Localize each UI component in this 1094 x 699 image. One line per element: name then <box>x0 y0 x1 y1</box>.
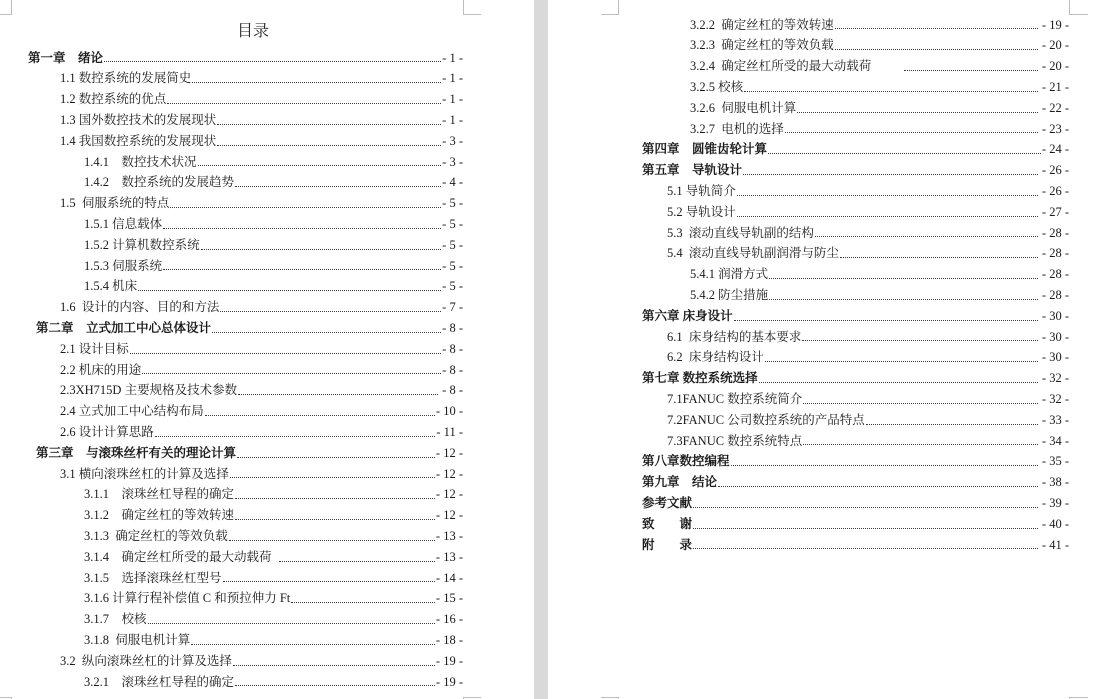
toc-entry-page-number: - 28 - <box>1038 225 1069 240</box>
toc-entry-page-number: - 1 - <box>442 112 463 127</box>
toc-entry[interactable] <box>548 431 1069 452</box>
dot-leader <box>163 269 441 270</box>
margin-corner-mark-top-right <box>1069 0 1088 15</box>
toc-entry-title: 1.3 国外数控技术的发展现状 <box>60 112 217 127</box>
toc-entry-page-number: - 34 - <box>1038 433 1069 448</box>
toc-entry-title: 1.2 数控系统的优点 <box>60 92 167 107</box>
dot-leader <box>279 561 435 562</box>
toc-entry[interactable] <box>0 526 463 547</box>
toc-entry[interactable] <box>0 588 463 609</box>
toc-entry-title: 3.1 横向滚珠丝杠的计算及选择 <box>60 466 229 481</box>
toc-entry-title: 致 谢 <box>642 516 693 531</box>
dot-leader <box>759 382 1038 383</box>
toc-entry-page-number: - 14 - <box>435 570 463 585</box>
toc-entry-title: 第七章 数控系统选择 <box>642 371 758 386</box>
toc-entry[interactable] <box>548 15 1069 36</box>
toc-chapter-entry[interactable] <box>548 535 1069 556</box>
toc-entry-page-number: - 13 - <box>435 549 463 564</box>
toc-entry[interactable] <box>548 327 1069 348</box>
dot-leader <box>768 153 1041 154</box>
dot-leader <box>205 415 435 416</box>
dot-leader <box>237 457 435 458</box>
toc-entry-title: 1.5 伺服系统的特点 <box>60 196 170 211</box>
dot-leader <box>230 477 435 478</box>
toc-chapter-entry[interactable] <box>548 472 1069 493</box>
margin-corner-mark-top-left <box>601 0 619 15</box>
toc-entry-title: 5.2 导轨设计 <box>667 204 736 219</box>
toc-entry[interactable] <box>0 568 463 589</box>
toc-entry-title: 2.3XH715D 主要规格及技术参数 <box>60 383 238 398</box>
toc-chapter-entry[interactable] <box>0 443 463 464</box>
toc-entry-title: 附 录 <box>642 537 693 552</box>
dot-leader <box>785 132 1038 133</box>
toc-entry-page-number: - 1 - <box>442 50 463 65</box>
dot-leader <box>201 249 442 250</box>
toc-entry[interactable] <box>548 243 1069 264</box>
toc-entry-page-number: - 22 - <box>1038 100 1069 115</box>
toc-entry[interactable] <box>548 56 1069 77</box>
toc-entry[interactable] <box>0 131 463 152</box>
toc-entry-page-number: - 5 - <box>442 237 463 252</box>
dot-leader <box>797 112 1038 113</box>
dot-leader <box>803 403 1038 404</box>
toc-entry-page-number: - 28 - <box>1038 267 1069 282</box>
dot-leader <box>167 103 441 104</box>
toc-entry-title: 3.2.5 校核 <box>690 79 744 94</box>
toc-entry-title: 3.1.8 伺服电机计算 <box>84 632 191 647</box>
dot-leader <box>217 145 441 146</box>
dot-leader <box>802 340 1037 341</box>
toc-entry[interactable] <box>548 77 1069 98</box>
toc-entry[interactable] <box>0 630 463 651</box>
toc-entry-page-number: - 32 - <box>1038 391 1069 406</box>
toc-entry[interactable] <box>0 276 463 297</box>
toc-chapter-entry[interactable] <box>548 160 1069 181</box>
toc-entry-title: 3.1.3 确定丝杠的等效负载 <box>84 528 228 543</box>
toc-entry-title: 3.2.6 伺服电机计算 <box>690 100 797 115</box>
dot-leader <box>904 70 1038 71</box>
toc-entry-page-number: - 8 - <box>442 341 463 356</box>
toc-entry-page-number: - 32 - <box>1038 371 1069 386</box>
toc-entry-title: 第五章 导轨设计 <box>642 163 743 178</box>
toc-entry-title: 1.5.1 信息载体 <box>84 216 163 231</box>
toc-entry-title: 7.3FANUC 数控系统特点 <box>667 433 803 448</box>
toc-entry[interactable] <box>0 68 463 89</box>
toc-entry-page-number: - 26 - <box>1038 183 1069 198</box>
dot-leader <box>235 685 435 686</box>
toc-entry-title: 1.5.2 计算机数控系统 <box>84 237 200 252</box>
toc-entry-page-number: - 5 - <box>442 258 463 273</box>
toc-entry-page-number: - 13 - <box>435 528 463 543</box>
dot-leader <box>693 528 1038 529</box>
dot-leader <box>170 207 441 208</box>
dot-leader <box>803 444 1038 445</box>
dot-leader <box>235 498 435 499</box>
toc-entry[interactable] <box>548 181 1069 202</box>
toc-entry[interactable] <box>0 422 463 443</box>
dot-leader <box>866 424 1038 425</box>
toc-entry-page-number: - 24 - <box>1041 142 1069 157</box>
toc-entry[interactable] <box>548 119 1069 140</box>
toc-entry-page-number: - 12 - <box>435 487 463 502</box>
toc-entry-page-number: - 35 - <box>1038 454 1069 469</box>
toc-heading: 目录 <box>236 21 269 40</box>
toc-entry-title: 6.2 床身结构设计 <box>667 350 764 365</box>
dot-leader <box>737 195 1038 196</box>
toc-entry-title: 3.2.3 确定丝杠的等效负载 <box>690 38 834 53</box>
toc-entry-page-number: - 8 - <box>442 320 463 335</box>
toc-entry-page-number: - 20 - <box>1038 38 1069 53</box>
toc-entry-page-number: - 8 - <box>439 383 463 398</box>
toc-entry-page-number: - 18 - <box>435 632 463 647</box>
toc-entry[interactable] <box>0 214 463 235</box>
dot-leader <box>731 465 1038 466</box>
toc-entry-page-number: - 30 - <box>1038 329 1069 344</box>
dot-leader <box>233 665 435 666</box>
toc-entry-page-number: - 20 - <box>1038 59 1069 74</box>
margin-corner-mark-top-left <box>0 0 12 15</box>
dot-leader <box>223 581 435 582</box>
toc-entry-title: 6.1 床身结构的基本要求 <box>667 329 802 344</box>
dot-leader <box>769 299 1038 300</box>
toc-entry-title: 5.4.2 防尘措施 <box>690 287 769 302</box>
toc-entry[interactable] <box>0 89 463 110</box>
dot-leader <box>737 216 1038 217</box>
toc-entry-title: 3.1.2 确定丝杠的等效转速 <box>84 508 235 523</box>
toc-entry-page-number: - 41 - <box>1038 537 1069 552</box>
toc-entry[interactable] <box>548 264 1069 285</box>
toc-entry-page-number: - 19 - <box>1038 17 1069 32</box>
toc-entry-title: 1.1 数控系统的发展简史 <box>60 71 192 86</box>
dot-leader <box>104 61 441 62</box>
toc-entry[interactable] <box>0 172 463 193</box>
dot-leader <box>734 320 1038 321</box>
toc-entry-page-number: - 40 - <box>1038 516 1069 531</box>
dot-leader <box>835 28 1038 29</box>
dot-leader <box>769 278 1038 279</box>
document-page-left[interactable] <box>0 0 534 699</box>
dot-leader <box>163 228 441 229</box>
dot-leader <box>192 82 441 83</box>
toc-entry-title: 5.4 滚动直线导轨副润滑与防尘 <box>667 246 839 261</box>
dot-leader <box>291 602 435 603</box>
toc-entry[interactable] <box>0 256 463 277</box>
toc-entry[interactable] <box>0 547 463 568</box>
toc-entry[interactable] <box>0 339 463 360</box>
toc-entry[interactable] <box>0 609 463 630</box>
toc-entry-title: 第八章数控编程 <box>642 454 730 469</box>
toc-entry-page-number: - 28 - <box>1038 287 1069 302</box>
toc-entry-title: 3.2.4 确定丝杠所受的最大动载荷 <box>690 59 903 74</box>
dot-leader <box>238 394 438 395</box>
toc-entry-title: 2.6 设计计算思路 <box>60 424 154 439</box>
toc-entry-page-number: - 33 - <box>1038 412 1069 427</box>
toc-entry-title: 3.2.7 电机的选择 <box>690 121 784 136</box>
dot-leader <box>148 623 435 624</box>
toc-entry-title: 1.5.3 伺服系统 <box>84 258 163 273</box>
dot-leader <box>835 49 1038 50</box>
toc-entry-title: 3.1.7 校核 <box>84 612 147 627</box>
toc-chapter-entry[interactable] <box>548 493 1069 514</box>
dot-leader <box>235 186 441 187</box>
toc-entry-page-number: - 3 - <box>442 154 463 169</box>
toc-entry-title: 3.1.6 计算行程补偿值 C 和预拉伸力 Ft <box>84 591 291 606</box>
toc-entry-page-number: - 1 - <box>442 92 463 107</box>
toc-chapter-entry[interactable] <box>548 368 1069 389</box>
toc-entry-title: 第二章 立式加工中心总体设计 <box>36 320 212 335</box>
toc-entry[interactable] <box>0 380 463 401</box>
toc-entry-title: 1.4 我国数控系统的发展现状 <box>60 133 217 148</box>
toc-entry-page-number: - 39 - <box>1038 495 1069 510</box>
dot-leader <box>138 290 441 291</box>
toc-entry-title: 1.4.1 数控技术状况 <box>84 154 197 169</box>
toc-entry[interactable] <box>548 98 1069 119</box>
toc-entry-title: 5.4.1 润滑方式 <box>690 267 769 282</box>
margin-corner-mark-top-right <box>463 0 481 15</box>
toc-entry[interactable] <box>548 410 1069 431</box>
toc-entry[interactable] <box>0 401 463 422</box>
dot-leader <box>130 353 441 354</box>
dot-leader <box>217 124 441 125</box>
dot-leader <box>693 507 1038 508</box>
dot-leader <box>718 486 1038 487</box>
dot-leader <box>744 91 1038 92</box>
dot-leader <box>155 436 436 437</box>
toc-entry-title: 3.1.4 确定丝杠所受的最大动载荷 <box>84 549 278 564</box>
toc-entry[interactable] <box>0 360 463 381</box>
toc-chapter-entry[interactable] <box>548 451 1069 472</box>
toc-entry-page-number: - 4 - <box>442 175 463 190</box>
toc-entry[interactable] <box>0 235 463 256</box>
toc-entry-page-number: - 3 - <box>442 133 463 148</box>
toc-entry-page-number: - 11 - <box>436 424 463 439</box>
toc-entry-page-number: - 7 - <box>442 300 463 315</box>
toc-entry-title: 参考文献 <box>642 495 693 510</box>
toc-entry-title: 3.2.1 滚珠丝杠导程的确定 <box>84 674 235 689</box>
toc-entry-title: 2.1 设计目标 <box>60 341 129 356</box>
toc-chapter-entry[interactable] <box>0 318 463 339</box>
toc-entry-title: 7.2FANUC 公司数控系统的产品特点 <box>667 412 865 427</box>
toc-entry[interactable] <box>548 202 1069 223</box>
toc-entry-title: 2.2 机床的用途 <box>60 362 142 377</box>
toc-entry-page-number: - 19 - <box>435 674 463 689</box>
toc-entry-title: 第九章 结论 <box>642 475 718 490</box>
toc-entry-title: 3.1.1 滚珠丝杠导程的确定 <box>84 487 235 502</box>
toc-entry-page-number: - 5 - <box>442 216 463 231</box>
toc-entry-page-number: - 5 - <box>442 279 463 294</box>
toc-entry-page-number: - 5 - <box>442 196 463 211</box>
dot-leader <box>220 311 441 312</box>
toc-entry-page-number: - 26 - <box>1038 163 1069 178</box>
dot-leader <box>815 236 1038 237</box>
toc-entry-title: 第六章 床身设计 <box>642 308 733 323</box>
toc-entry-title: 1.4.2 数控系统的发展趋势 <box>84 175 235 190</box>
toc-entry-page-number: - 15 - <box>435 591 463 606</box>
toc-entry-page-number: - 10 - <box>435 404 463 419</box>
toc-entry[interactable] <box>548 35 1069 56</box>
dot-leader <box>229 540 435 541</box>
toc-entry[interactable] <box>0 110 463 131</box>
dot-leader <box>191 644 435 645</box>
dot-leader <box>142 373 441 374</box>
toc-entry-title: 1.5.4 机床 <box>84 279 138 294</box>
toc-entry[interactable] <box>548 347 1069 368</box>
toc-entry-title: 7.1FANUC 数控系统简介 <box>667 391 803 406</box>
toc-entry-page-number: - 1 - <box>442 71 463 86</box>
toc-entry-page-number: - 16 - <box>435 612 463 627</box>
toc-entry-page-number: - 8 - <box>442 362 463 377</box>
toc-entry[interactable] <box>548 223 1069 244</box>
toc-entry-title: 3.2.2 确定丝杠的等效转速 <box>690 17 834 32</box>
toc-entry-page-number: - 19 - <box>435 653 463 668</box>
toc-entry[interactable] <box>0 193 463 214</box>
toc-entry[interactable] <box>548 285 1069 306</box>
dot-leader <box>235 519 435 520</box>
toc-entry-page-number: - 38 - <box>1038 475 1069 490</box>
toc-entry-title: 1.6 设计的内容、目的和方法 <box>60 300 220 315</box>
toc-entry-title: 第一章 绪论 <box>28 50 104 65</box>
toc-entry[interactable] <box>0 297 463 318</box>
document-page-right[interactable] <box>548 0 1094 699</box>
toc-entry-page-number: - 12 - <box>435 466 463 481</box>
toc-chapter-entry[interactable] <box>548 139 1069 160</box>
toc-entry-title: 5.3 滚动直线导轨副的结构 <box>667 225 814 240</box>
toc-entry-title: 3.2 纵向滚珠丝杠的计算及选择 <box>60 653 232 668</box>
toc-entry-title: 第三章 与滚珠丝杆有关的理论计算 <box>36 445 237 460</box>
toc-entry-page-number: - 12 - <box>435 508 463 523</box>
toc-entry[interactable] <box>0 651 463 672</box>
dot-leader <box>765 361 1038 362</box>
dot-leader <box>840 257 1038 258</box>
toc-entry-title: 3.1.5 选择滚珠丝杠型号 <box>84 570 222 585</box>
toc-entry-page-number: - 28 - <box>1038 246 1069 261</box>
toc-entry-page-number: - 23 - <box>1038 121 1069 136</box>
toc-entry-title: 5.1 导轨简介 <box>667 183 736 198</box>
toc-entry-page-number: - 12 - <box>435 445 463 460</box>
dot-leader <box>198 165 442 166</box>
toc-entry-page-number: - 27 - <box>1038 204 1069 219</box>
table-of-contents-right <box>548 15 1069 556</box>
toc-entry-title: 第四章 圆锥齿轮计算 <box>642 142 768 157</box>
toc-chapter-entry[interactable] <box>548 306 1069 327</box>
toc-entry[interactable] <box>0 464 463 485</box>
toc-entry-page-number: - 30 - <box>1038 350 1069 365</box>
dot-leader <box>693 548 1038 549</box>
toc-entry-title: 2.4 立式加工中心结构布局 <box>60 404 204 419</box>
dot-leader <box>212 332 441 333</box>
toc-chapter-entry[interactable] <box>548 514 1069 535</box>
page-gap <box>534 0 548 699</box>
toc-entry[interactable] <box>0 505 463 526</box>
toc-entry[interactable] <box>0 152 463 173</box>
table-of-contents-left <box>0 48 463 693</box>
toc-entry-page-number: - 30 - <box>1038 308 1069 323</box>
toc-entry-page-number: - 21 - <box>1038 79 1069 94</box>
dot-leader <box>743 174 1038 175</box>
toc-entry[interactable] <box>0 484 463 505</box>
toc-chapter-entry[interactable] <box>0 48 463 69</box>
toc-entry[interactable] <box>548 389 1069 410</box>
toc-entry[interactable] <box>0 672 463 693</box>
